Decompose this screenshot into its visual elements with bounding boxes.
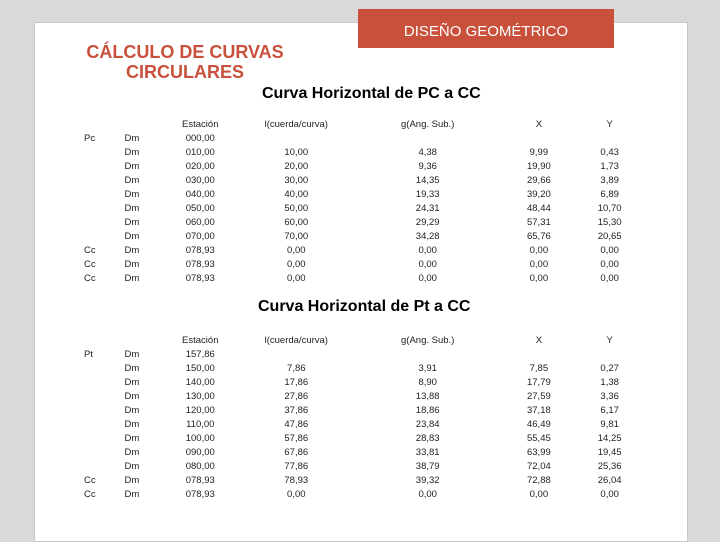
cell-y: 0,00 [600, 273, 619, 284]
cell-point-label [80, 432, 124, 446]
cell-x: 72,04 [526, 461, 551, 472]
cell-x: 65,76 [526, 231, 551, 242]
table2-body [80, 348, 640, 502]
table2-header-estacion: Estación [182, 335, 219, 346]
cell-point-label: Pc [84, 133, 96, 144]
cell-x: 7,85 [529, 363, 549, 374]
cell-dm: Dm [124, 349, 140, 360]
table1-header-row [80, 118, 640, 132]
cell-point-label: Cc [84, 489, 96, 500]
cell-estacion: 090,00 [185, 447, 215, 458]
cell-x: 48,44 [526, 203, 551, 214]
cell-angulo [357, 348, 499, 362]
cell-point-label [80, 404, 124, 418]
table2-header-row [80, 334, 640, 348]
cell-x: 37,18 [526, 405, 551, 416]
cell-dm: Dm [124, 475, 140, 486]
cell-x: 29,66 [526, 175, 551, 186]
cell-angulo: 24,31 [415, 203, 440, 214]
cell-estacion: 150,00 [185, 363, 215, 374]
title-line-1: CÁLCULO DE CURVAS [86, 42, 284, 62]
cell-x: 63,99 [526, 447, 551, 458]
cell-y: 0,00 [600, 259, 619, 270]
table-row [80, 390, 640, 404]
table-row [80, 188, 640, 202]
cell-angulo: 19,33 [415, 189, 440, 200]
cell-estacion: 140,00 [185, 377, 215, 388]
cell-x: 0,00 [529, 273, 549, 284]
table2-header-y: Y [606, 335, 613, 346]
table-pc-to-cc [80, 118, 640, 286]
cell-dm: Dm [124, 245, 140, 256]
cell-y: 1,38 [600, 377, 619, 388]
cell-dm: Dm [124, 405, 140, 416]
cell-y [579, 132, 640, 146]
cell-cuerda: 60,00 [284, 217, 309, 228]
table-row [80, 258, 640, 272]
table-row [80, 404, 640, 418]
cell-y: 6,89 [600, 189, 619, 200]
cell-y: 0,00 [600, 489, 619, 500]
cell-cuerda: 40,00 [284, 189, 309, 200]
cell-estacion: 130,00 [185, 391, 215, 402]
cell-x: 19,90 [526, 161, 551, 172]
cell-point-label [80, 376, 124, 390]
cell-angulo: 14,35 [415, 175, 440, 186]
cell-x [498, 348, 579, 362]
table2-subtitle: Curva Horizontal de Pt a CC [258, 298, 471, 315]
table-row [80, 376, 640, 390]
table2-header-label [80, 334, 124, 348]
cell-x: 39,20 [526, 189, 551, 200]
cell-estacion: 020,00 [185, 161, 215, 172]
cell-point-label [80, 446, 124, 460]
cell-estacion: 040,00 [185, 189, 215, 200]
cell-cuerda: 70,00 [284, 231, 309, 242]
cell-y: 15,30 [597, 217, 622, 228]
table-row [80, 432, 640, 446]
cell-y: 3,36 [600, 391, 619, 402]
cell-cuerda [236, 348, 357, 362]
cell-angulo: 8,90 [418, 377, 437, 388]
table-row [80, 362, 640, 376]
cell-point-label [80, 202, 124, 216]
cell-estacion: 080,00 [185, 461, 215, 472]
cell-angulo: 9,36 [418, 161, 437, 172]
cell-cuerda: 10,00 [284, 147, 309, 158]
cell-estacion: 070,00 [185, 231, 215, 242]
cell-y: 14,25 [597, 433, 622, 444]
cell-cuerda: 0,00 [287, 489, 306, 500]
table2-header-dm [124, 334, 164, 348]
cell-dm: Dm [124, 161, 140, 172]
cell-cuerda: 50,00 [284, 203, 309, 214]
table-row [80, 216, 640, 230]
cell-point-label [80, 216, 124, 230]
table2-header-x: X [535, 335, 543, 346]
table1-header-y: Y [606, 119, 613, 130]
page-title [80, 42, 290, 82]
cell-estacion: 078,93 [185, 245, 215, 256]
table2-header-angulo: g(Ang. Sub.) [401, 335, 455, 346]
table-row [80, 174, 640, 188]
cell-estacion: 078,93 [185, 475, 215, 486]
cell-x: 0,00 [529, 489, 549, 500]
table-row [80, 272, 640, 286]
cell-dm: Dm [124, 175, 140, 186]
title-line-2: CIRCULARES [125, 62, 244, 82]
cell-dm: Dm [124, 363, 140, 374]
cell-estacion: 110,00 [186, 419, 215, 430]
table2-header-cuerda: l(cuerda/curva) [264, 335, 328, 346]
cell-angulo: 18,86 [415, 405, 440, 416]
cell-angulo: 29,29 [415, 217, 440, 228]
cell-point-label: Cc [84, 273, 96, 284]
cell-x: 0,00 [529, 259, 549, 270]
cell-point-label [80, 390, 124, 404]
table-row [80, 132, 640, 146]
cell-point-label [80, 230, 124, 244]
cell-x [498, 132, 579, 146]
cell-estacion: 010,00 [185, 147, 215, 158]
table1-header-estacion: Estación [182, 119, 219, 130]
cell-angulo: 34,28 [415, 231, 440, 242]
cell-angulo: 28,83 [415, 433, 440, 444]
cell-x: 46,49 [526, 419, 551, 430]
cell-angulo: 33,81 [415, 447, 440, 458]
table1-header-cuerda: l(cuerda/curva) [264, 119, 328, 130]
cell-cuerda: 47,86 [284, 419, 309, 430]
cell-angulo: 0,00 [418, 273, 437, 284]
cell-y: 0,43 [600, 147, 619, 158]
cell-point-label: Pt [84, 349, 93, 360]
table1-header-label [80, 118, 124, 132]
cell-y: 6,17 [600, 405, 619, 416]
table-pt-to-cc [80, 334, 640, 502]
table1-header-angulo: g(Ang. Sub.) [401, 119, 455, 130]
cell-estacion: 030,00 [185, 175, 215, 186]
cell-estacion: 078,93 [185, 273, 215, 284]
cell-point-label [80, 362, 124, 376]
cell-dm: Dm [124, 433, 140, 444]
table-row [80, 230, 640, 244]
table-row [80, 348, 640, 362]
cell-y: 1,73 [600, 161, 619, 172]
table-row [80, 160, 640, 174]
cell-cuerda: 77,86 [284, 461, 309, 472]
cell-point-label [80, 160, 124, 174]
cell-point-label [80, 188, 124, 202]
table1-header-x: X [535, 119, 543, 130]
cell-x: 27,59 [526, 391, 551, 402]
cell-cuerda: 0,00 [287, 259, 306, 270]
cell-cuerda: 30,00 [284, 175, 309, 186]
table-row [80, 202, 640, 216]
cell-angulo: 3,91 [418, 363, 437, 374]
table-row [80, 244, 640, 258]
table1-subtitle: Curva Horizontal de PC a CC [262, 85, 481, 102]
cell-dm: Dm [124, 489, 140, 500]
cell-cuerda: 17,86 [284, 377, 309, 388]
cell-angulo: 13,88 [415, 391, 440, 402]
cell-dm: Dm [124, 377, 140, 388]
cell-cuerda [236, 132, 357, 146]
cell-y: 0,00 [600, 245, 619, 256]
cell-x: 72,88 [526, 475, 551, 486]
table-row [80, 446, 640, 460]
cell-y: 3,89 [600, 175, 619, 186]
cell-cuerda: 7,86 [287, 363, 306, 374]
cell-point-label [80, 146, 124, 160]
cell-point-label: Cc [84, 475, 96, 486]
cell-dm: Dm [124, 203, 140, 214]
cell-dm: Dm [124, 391, 140, 402]
cell-estacion: 078,93 [185, 259, 215, 270]
cell-cuerda: 57,86 [284, 433, 309, 444]
cell-y: 0,27 [600, 363, 619, 374]
cell-y: 25,36 [597, 461, 622, 472]
cell-cuerda: 78,93 [284, 475, 309, 486]
cell-point-label [80, 418, 124, 432]
cell-estacion: 078,93 [185, 489, 215, 500]
cell-estacion: 100,00 [185, 433, 215, 444]
cell-dm: Dm [124, 259, 140, 270]
cell-cuerda: 20,00 [284, 161, 309, 172]
cell-angulo: 0,00 [418, 259, 437, 270]
cell-x: 17,79 [526, 377, 551, 388]
cell-y: 19,45 [597, 447, 622, 458]
table1-body [80, 132, 640, 286]
table-row [80, 488, 640, 502]
cell-x: 9,99 [529, 147, 549, 158]
cell-angulo [357, 132, 499, 146]
cell-dm: Dm [124, 231, 140, 242]
cell-estacion: 000,00 [185, 133, 215, 144]
cell-dm: Dm [124, 447, 140, 458]
cell-dm: Dm [124, 217, 140, 228]
cell-point-label: Cc [84, 259, 96, 270]
cell-estacion: 060,00 [185, 217, 215, 228]
table-row [80, 474, 640, 488]
cell-dm: Dm [124, 273, 140, 284]
cell-cuerda: 67,86 [284, 447, 309, 458]
cell-cuerda: 27,86 [284, 391, 309, 402]
cell-y [579, 348, 640, 362]
cell-angulo: 4,38 [418, 147, 437, 158]
cell-angulo: 39,32 [415, 475, 440, 486]
cell-angulo: 38,79 [415, 461, 440, 472]
cell-point-label: Cc [84, 245, 96, 256]
cell-dm: Dm [124, 133, 140, 144]
cell-y: 20,65 [597, 231, 622, 242]
cell-y: 26,04 [597, 475, 622, 486]
cell-dm: Dm [124, 189, 140, 200]
table-row [80, 418, 640, 432]
cell-angulo: 23,84 [415, 419, 440, 430]
cell-dm: Dm [124, 419, 140, 430]
table1-header-dm [124, 118, 164, 132]
banner-text: DISEÑO GEOMÉTRICO [403, 23, 569, 40]
cell-dm: Dm [124, 461, 140, 472]
cell-cuerda: 37,86 [284, 405, 309, 416]
cell-cuerda: 0,00 [287, 273, 306, 284]
cell-estacion: 157,86 [185, 349, 215, 360]
cell-angulo: 0,00 [418, 245, 437, 256]
cell-estacion: 120,00 [185, 405, 215, 416]
cell-dm: Dm [124, 147, 140, 158]
cell-x: 55,45 [526, 433, 551, 444]
cell-estacion: 050,00 [185, 203, 215, 214]
table-row [80, 460, 640, 474]
cell-y: 10,70 [597, 203, 622, 214]
header-banner [358, 9, 614, 48]
cell-angulo: 0,00 [418, 489, 437, 500]
cell-cuerda: 0,00 [287, 245, 306, 256]
table-row [80, 146, 640, 160]
cell-point-label [80, 460, 124, 474]
cell-x: 0,00 [529, 245, 549, 256]
cell-y: 9,81 [600, 419, 619, 430]
cell-point-label [80, 174, 124, 188]
cell-x: 57,31 [526, 217, 551, 228]
